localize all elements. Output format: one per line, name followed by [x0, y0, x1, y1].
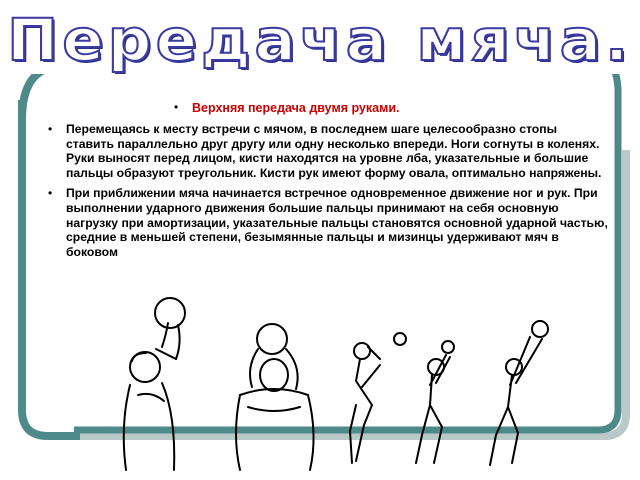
ball-icon: [442, 341, 454, 353]
list-item: [48, 186, 608, 259]
player-figure-5: [490, 321, 548, 465]
bullet-icon: •: [48, 186, 53, 201]
page-title-container: [0, 0, 640, 80]
page-title: Передача мяча.: [7, 6, 633, 74]
ball-icon: [532, 321, 548, 337]
section-heading: Верхняя передача двумя руками.: [192, 101, 400, 115]
player-figure-4: [416, 341, 454, 463]
paragraph-2: При приближении мяча начинается встречное одновременное движение ног и рук. При выполнении ударного движения большие пальцы принимают на себя основную нагрузку при амортизации, указательные пальцы становятся основной ударной частью, средние в меньшей степени, безымянные пальцы и мизинцы удерживают мяч в боковом: [66, 186, 608, 259]
player-figure-3: [350, 333, 406, 463]
text-area: [48, 100, 608, 290]
player-figure-2: [236, 324, 314, 470]
list-item: [48, 122, 608, 180]
ball-icon: [155, 298, 185, 328]
bullet-icon: •: [174, 100, 179, 114]
player-figure-1: [124, 298, 185, 470]
paragraph-1: Перемещаясь к месту встречи с мячом, в последнем шаге целесообразно стопы ставить параллельно друг другу или одну несколько впереди. Ноги согнуты в коленях. Руки выносят перед лицом, кисти находятся на уровне лба, указательные и большие пальцы образуют треугольник. Кисти рук имеют форму овала, оптимально напряжены.: [66, 122, 602, 180]
bullet-icon: •: [48, 122, 53, 136]
ball-icon: [257, 324, 287, 354]
heading-item: [174, 100, 608, 116]
ball-icon: [394, 333, 406, 345]
players-illustration: [90, 295, 560, 475]
